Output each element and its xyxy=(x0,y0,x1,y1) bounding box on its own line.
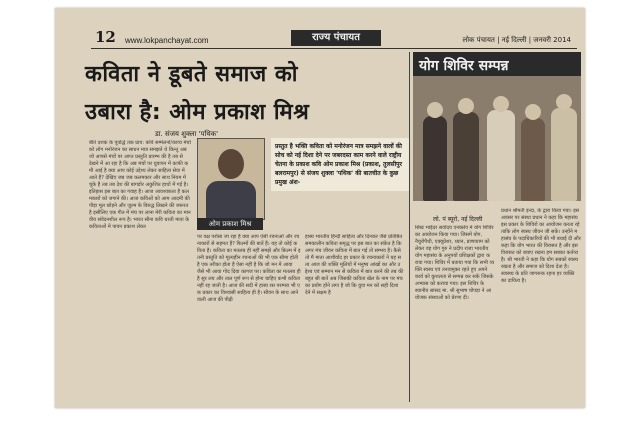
portrait-caption: ओम प्रकाश मिश्र xyxy=(197,218,263,230)
person-figure xyxy=(551,108,577,201)
newspaper-page xyxy=(55,8,585,408)
author-portrait xyxy=(197,138,265,220)
person-figure xyxy=(521,118,545,201)
person-head xyxy=(458,98,474,114)
dateline: लोक पंचायत | नई दिल्ली | जनवरी 2014 xyxy=(462,36,571,44)
portrait-body xyxy=(206,181,256,219)
main-headline xyxy=(85,56,405,132)
person-head xyxy=(525,104,541,120)
person-head xyxy=(493,96,509,112)
article-intro: प्रस्तुत है भक्ति कविता को मनोरंजन मात्र समझने वालों की सोच को नई दिशा देने पर जबरदस्त काम करने वाले राष्ट्रीय चेतना के प्रकाश कवि ओम प्रकाश मिश्र (प्रकाश, तुलसीपुर बलरामपुर) से संजय शुक्ला 'पथिक' की बातचीत के कुछ प्रमुख अंश- xyxy=(271,138,409,191)
person-figure xyxy=(423,116,447,201)
column-divider xyxy=(409,52,410,402)
headline-line-2: उबारा है: ओम प्रकाश मिश्र xyxy=(85,100,310,125)
person-head xyxy=(427,102,443,118)
website-url: www.lokpanchayat.com xyxy=(125,36,209,45)
main-column-3: हास्य भारतीय हिन्दी साहित्य और दिनकर जैसे प्रतिष्ठित समकालीन कविता समृद्ध पर इस बात का संकेत है कि अगर मंच जीवन कविता में बात गई तो सम्भव है। कैसे तो मैं माता आशीर्वाद हर प्रकार के रचनाकारों ने यह सत्य आज की शक्ति मूलियों में मनुष्य आंखों का और उद्देश्य एवं सम्मान मन से कविता में बात करने की तब की बहुत सी बातें अब जिसकी कविता खेल के नाम पर मंच का प्रयोग होने लगा है जो कि युवा मन को सही दिशा देने में सक्षम है xyxy=(305,234,404,296)
yoga-column-2: प्रधान श्रीमती इन्दा, के द्वारा किया गया। इस अवसर पर संस्था प्रधान ने कहा कि महासंघ इस प्रकार के शिविरों का आयोजन करता रहे ताकि लोग स्वस्थ जीवन जी सकें। उन्होंने महासंघ के पदाधिकारियों की भी बधाई दी और कहा कि योग भारत की विरासत है और इस विरासत को बचाए रखना हम सबका कर्तव्य है। श्री भारती ने कहा कि योग सबको स्वस्थ रखता है और समाज को दिशा देता है। स्वास्थ्य के प्रति जागरूक रहना हर व्यक्ति का दायित्व है। xyxy=(501,208,581,284)
page-header xyxy=(55,8,585,46)
section-label: राज्य पंचायत xyxy=(291,30,381,46)
person-figure xyxy=(453,112,479,201)
page-number: 12 xyxy=(95,28,116,46)
yoga-column-1: सिख भाईदर सर्वोदय एनक्लेव में योग शिविर का आयोजन किया गया। जिसमें योग, नैचुरोपैथी, एक्यूप्रेशर, ध्यान, प्राणायाम को लेकर वह योग गुरु ने प्रदीप राजा भारतीय योग महासंघ के अनुपयों प्रशिक्षकों द्वारा कराया गया। शिविर में बताया गया कि सभी व्यक्ति स्वस्थ एवं तनावमुक्त रहते हुए अपने कार्य को कुशलता से सम्पन्न कर सकें जिसके अभ्यास को कराया गया। इस शिविर के स्थानीय सांसद मा. श्री सुभाष चोपड़ा ने आयोजक संस्थाओं को प्रेरणा दी। xyxy=(415,225,495,301)
person-figure xyxy=(487,110,515,201)
yoga-photo xyxy=(413,76,581,201)
headline-line-1: कविता ने डूबते समाज को xyxy=(85,62,298,87)
main-column-1: बीते दशक के पूर्वार्द्ध तक प्राय: कवि सम्मेलनों/काव्य मंचों को लोग मनोरंजन का साधन मात्र समझते थे किन्तु अब जो आपसे मंचों पर आप्त प्रस्तुति प्रारम्भ की है तब से देखने में आ रहा है कि अब मंचों पर युवापन में काफी कमी आई है क्या आप कोई उद्देश्य लेकर साहित्य सेवा में आते हैं? देखिए जब जब कलमकार और साथ नियम में चूके हैं तब तब देश की बागडोर अकुशित हाथों में गई है। इतिहास इस बात का गवाह है। आज आवश्यकता है कलमकारों को जगाने की। आज कविओं को आम आदमी की पीड़ा मूल छोड़ने और जुल्म के विरुद्ध लिखने की जरूरत है इसीलिए एक गीत में मंच पर लाना मेरी कविता का मानवीय संवेदनशील रूप है। भारत सीना कवि धरती माता के कविताओं में पावन प्रकाश लेकर xyxy=(89,140,191,230)
main-column-2: पर वक्ष परोसा जा रहा है क्या आप ऐसी रचनाओं और रचनाकारों से सहमत हैं? फिल्मों की बातें हैं। यह तो कोई कविता है। कविता का मतलब ही नहीं समझे और फ़िल्म में इतनी प्रस्तुति को मूल्यहीन रचनाओं की भी एक सीमा होती है एक तरीका होता है ऐसा नहीं है कि जो मन में आया जैसे भी आया गोद दिया कागज पर। कविता का मतलब ही है सुर लय और ताल पूर्ण रूप से होना चाहिए कभी कविता नहीं रह जाती है। आज की सदी में हास्य रस परम्परा भी एक प्रकार का विश्वासी साहित्य ही है। सीवन के साथ आने वाली आज की पीढ़ी xyxy=(197,234,301,303)
yoga-byline: लो. पं ब्यूरो, नई दिल्ली xyxy=(433,216,483,223)
person-head xyxy=(556,94,572,110)
header-rule xyxy=(91,48,577,49)
main-byline: डा. संजय शुक्ला 'पथिक' xyxy=(155,130,219,138)
yoga-headline: योग शिविर सम्पन्न xyxy=(419,58,509,74)
portrait-head xyxy=(218,149,244,179)
